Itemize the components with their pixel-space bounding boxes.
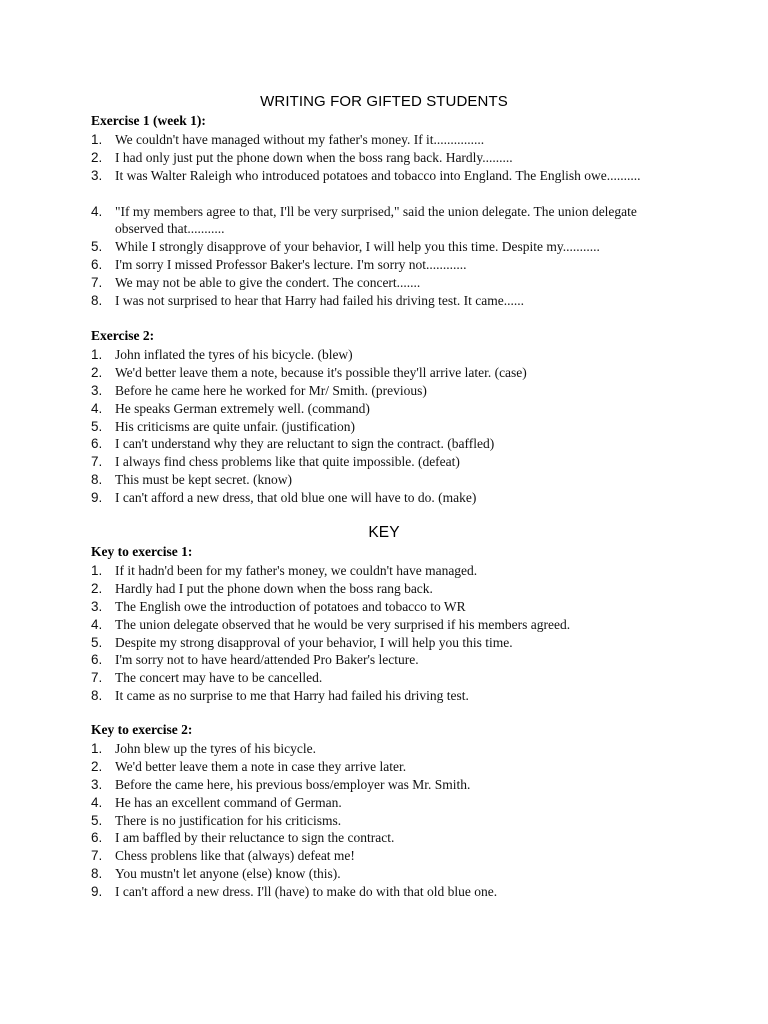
exercise-2-heading: Exercise 2:	[91, 328, 155, 343]
list-item	[0, 740, 768, 758]
item-number: 5.	[91, 239, 103, 255]
list-item	[0, 651, 768, 669]
item-text: Hardly had I put the phone down when the boss rang back.	[115, 580, 433, 596]
item-text: Chess problens like that (always) defeat me!	[115, 848, 355, 864]
item-text: The union delegate observed that he would be very surprised if his members agreed.	[115, 616, 571, 632]
item-number: 8.	[91, 472, 103, 488]
list-item	[0, 292, 768, 310]
item-number: 7.	[91, 275, 103, 291]
item-number: 9.	[91, 884, 103, 900]
item-number: 7.	[91, 454, 103, 470]
item-text: While I strongly disapprove of your behavior, I will help you this time. Despite my...........	[115, 239, 600, 255]
item-number: 9.	[91, 490, 103, 506]
item-number: 3.	[91, 776, 103, 792]
item-number: 6.	[91, 436, 103, 452]
item-text: John blew up the tyres of his bicycle.	[115, 741, 316, 756]
exercise-1-heading: Exercise 1 (week 1):	[91, 113, 206, 128]
list-item	[0, 238, 768, 256]
item-number: 1.	[91, 563, 103, 578]
item-text: The English owe the introduction of potatoes and tobacco to WR	[115, 598, 466, 614]
item-text: We may not be able to give the condert. The concert.......	[115, 275, 421, 291]
item-text: We'd better leave them a note, because it's possible they'll arrive later. (case)	[115, 364, 527, 380]
item-number: 1.	[91, 347, 103, 362]
item-number: 6.	[91, 257, 103, 273]
item-number: 1.	[91, 741, 103, 756]
exercise-1-list	[0, 131, 768, 310]
item-number: 4.	[91, 203, 103, 219]
list-item	[0, 687, 768, 705]
list-item	[0, 580, 768, 598]
item-text: There is no justification for his criticisms.	[115, 812, 342, 828]
list-item	[0, 634, 768, 652]
item-text: I'm sorry not to have heard/attended Pro Baker's lecture.	[115, 652, 419, 668]
list-item	[0, 149, 768, 167]
list-item	[0, 616, 768, 634]
item-text: I can't afford a new dress. I'll (have) to make do with that old blue one.	[115, 884, 498, 900]
item-number: 1.	[91, 132, 103, 147]
item-text: I was not surprised to hear that Harry had failed his driving test. It came......	[115, 293, 525, 309]
list-item	[0, 471, 768, 489]
item-text: He has an excellent command of German.	[115, 794, 342, 810]
item-number: 5.	[91, 812, 103, 828]
key-2-list	[0, 740, 768, 901]
list-item	[0, 418, 768, 436]
list-item	[0, 489, 768, 507]
document-title: WRITING FOR GIFTED STUDENTS	[260, 93, 508, 110]
list-item	[0, 794, 768, 812]
key-2-heading: Key to exercise 2:	[91, 722, 193, 737]
item-number: 4.	[91, 400, 103, 416]
list-item	[0, 346, 768, 364]
list-item	[0, 382, 768, 400]
item-number: 6.	[91, 830, 103, 846]
item-number: 2.	[91, 149, 103, 165]
list-item	[0, 758, 768, 776]
list-item	[0, 364, 768, 382]
item-text: He speaks German extremely well. (command)	[115, 400, 370, 416]
item-number: 4.	[91, 616, 103, 632]
item-number: 3.	[91, 167, 103, 183]
list-item	[0, 274, 768, 292]
item-number: 3.	[91, 382, 103, 398]
list-item	[0, 562, 768, 580]
exercise-2-list	[0, 346, 768, 507]
item-number: 2.	[91, 364, 103, 380]
key-title: KEY	[368, 524, 400, 541]
list-item	[0, 847, 768, 865]
item-number: 2.	[91, 580, 103, 596]
item-number: 6.	[91, 652, 103, 668]
item-number: 4.	[91, 794, 103, 810]
key-1-list	[0, 562, 768, 705]
item-number: 2.	[91, 758, 103, 774]
item-number: 8.	[91, 866, 103, 882]
list-item	[0, 435, 768, 453]
list-item	[0, 453, 768, 471]
list-item	[0, 256, 768, 274]
item-text: Before he came here he worked for Mr/ Smith. (previous)	[115, 382, 427, 398]
list-item	[0, 883, 768, 901]
item-text: We couldn't have managed without my father's money. If it...............	[115, 132, 485, 147]
item-text: I had only just put the phone down when the boss rang back. Hardly.........	[115, 149, 513, 165]
item-number: 5.	[91, 634, 103, 650]
item-text: It was Walter Raleigh who introduced potatoes and tobacco into England. The English owe..........	[115, 167, 641, 183]
item-text: "If my members agree to that, I'll be very surprised," said the union delegate. The union delegate observed that...........	[115, 203, 637, 237]
item-text: The concert may have to be cancelled.	[115, 670, 323, 686]
item-text: We'd better leave them a note in case they arrive later.	[115, 758, 407, 774]
item-text: You mustn't let anyone (else) know (this).	[115, 866, 341, 882]
item-text: Despite my strong disapproval of your behavior, I will help you this time.	[115, 634, 513, 650]
list-item	[0, 400, 768, 418]
item-number: 8.	[91, 688, 103, 704]
item-number: 3.	[91, 598, 103, 614]
list-item	[0, 167, 768, 203]
item-text: I'm sorry I missed Professor Baker's lecture. I'm sorry not............	[115, 257, 467, 273]
item-text: It came as no surprise to me that Harry had failed his driving test.	[115, 688, 469, 704]
key-1-heading: Key to exercise 1:	[91, 544, 193, 559]
item-text: I can't afford a new dress, that old blue one will have to do. (make)	[115, 490, 477, 506]
item-text: John inflated the tyres of his bicycle. (blew)	[115, 347, 353, 362]
item-number: 8.	[91, 293, 103, 309]
list-item	[0, 865, 768, 883]
list-item	[0, 203, 768, 239]
item-number: 7.	[91, 848, 103, 864]
list-item	[0, 776, 768, 794]
item-text: His criticisms are quite unfair. (justification)	[115, 418, 355, 434]
item-text: I can't understand why they are reluctant to sign the contract. (baffled)	[115, 436, 495, 452]
item-text: I am baffled by their reluctance to sign the contract.	[115, 830, 395, 846]
item-text: This must be kept secret. (know)	[115, 472, 292, 488]
list-item	[0, 829, 768, 847]
item-text: I always find chess problems like that quite impossible. (defeat)	[115, 454, 460, 470]
list-item	[0, 812, 768, 830]
item-text: Before the came here, his previous boss/employer was Mr. Smith.	[115, 776, 471, 792]
list-item	[0, 131, 768, 149]
item-number: 7.	[91, 670, 103, 686]
item-number: 5.	[91, 418, 103, 434]
item-text: If it hadn'd been for my father's money, we couldn't have managed.	[115, 563, 478, 578]
list-item	[0, 598, 768, 616]
list-item	[0, 669, 768, 687]
